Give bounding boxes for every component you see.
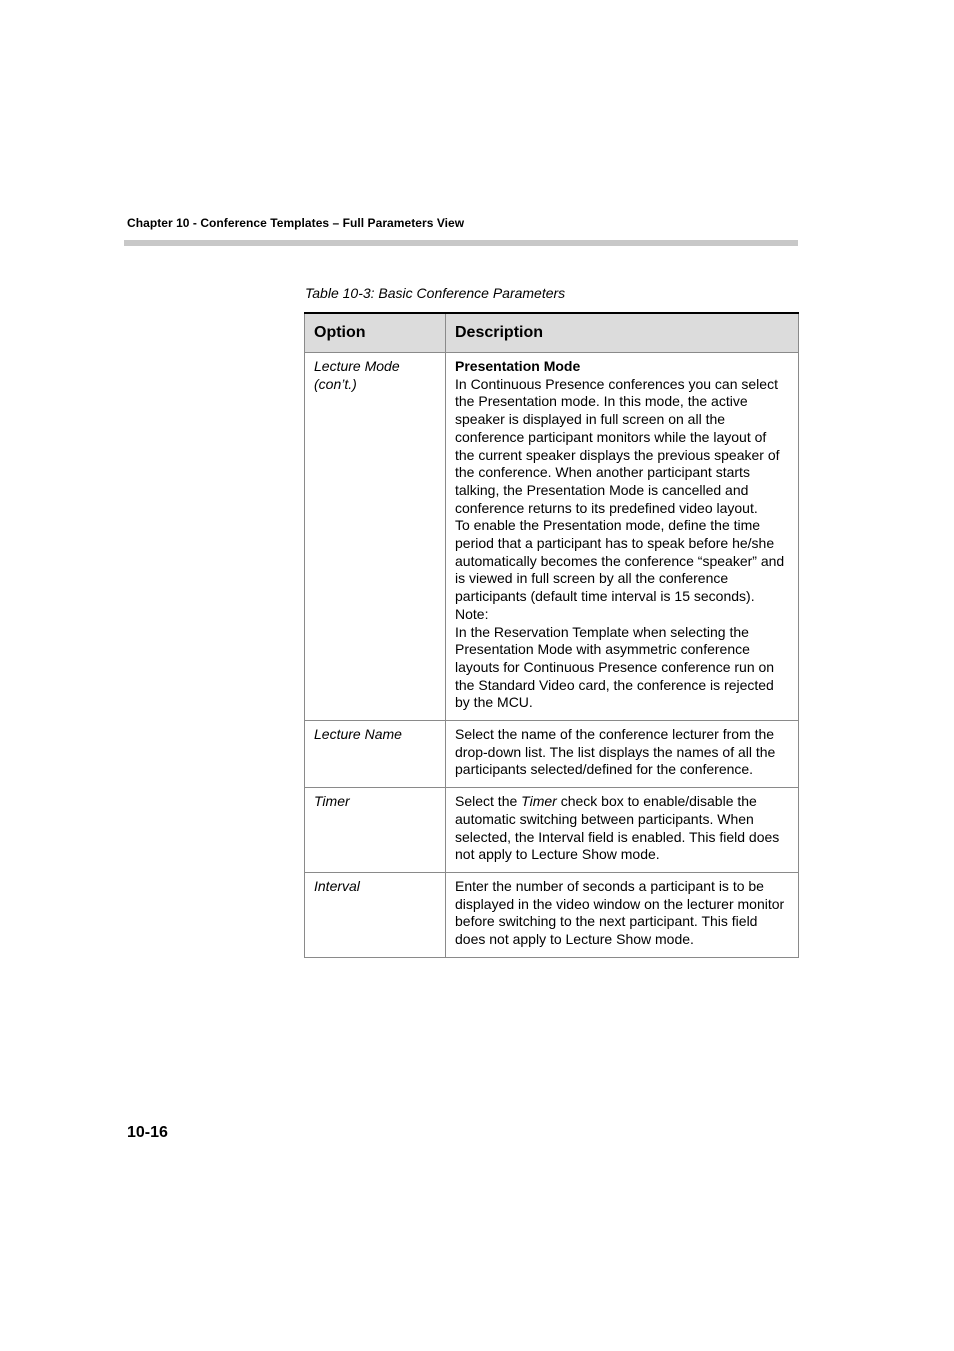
table-header-row — [305, 313, 799, 353]
table-row — [305, 353, 799, 721]
header-rule — [124, 240, 798, 246]
parameters-table — [304, 312, 799, 958]
description-cell: Select the name of the conference lecturer from the drop-down list. The list displays the names of all the participants selected/defined for the conference. — [446, 721, 799, 788]
description-paragraph: In Continuous Presence conferences you can select the Presentation mode. In this mode, the active speaker is displayed in full screen on all the conference participant monitors while the layout of the current speaker displays the previous speaker of the conference. When another participant starts talking, the Presentation Mode is cancelled and conference returns to its predefined video layout. — [455, 375, 780, 516]
description-paragraph: In the Reservation Template when selecting the Presentation Mode with asymmetric conference layouts for Continuous Presence conference run on the Standard Video card, the conference is rejected by the MCU. — [455, 623, 775, 711]
description-paragraph: To enable the Presentation mode, define the time period that a participant has to speak before he/she automatically becomes the conference “speaker” and is viewed in full screen by all the conference participants (default time interval is 15 seconds). — [455, 517, 785, 605]
description-note-label: Note: — [455, 605, 489, 622]
table-row — [305, 721, 799, 788]
page-number: 10-16 — [127, 1124, 168, 1141]
description-text: check box to enable/disable the automatic switching between participants. When selected, the Interval field is enabled. This field does not apply to Lecture Show mode. — [455, 793, 780, 863]
option-cell: Lecture Name — [305, 721, 446, 788]
option-cell: Interval — [305, 872, 446, 957]
table-row — [305, 872, 799, 957]
option-cell: Lecture Mode (con’t.) — [305, 353, 446, 721]
description-cell — [446, 788, 799, 873]
column-header-description: Description — [446, 313, 799, 353]
description-heading: Presentation Mode — [455, 358, 581, 374]
description-cell — [446, 353, 799, 721]
description-cell: Enter the number of seconds a participant is to be displayed in the video window on the lecturer monitor before switching to the next participant. This field does not apply to Lecture Show mode. — [446, 872, 799, 957]
option-cell: Timer — [305, 788, 446, 873]
running-header: Chapter 10 - Conference Templates – Full Parameters View — [127, 216, 465, 230]
column-header-option: Option — [305, 313, 446, 353]
table-row — [305, 788, 799, 873]
table-caption: Table 10-3: Basic Conference Parameters — [305, 285, 566, 301]
description-text: Select the — [455, 793, 522, 810]
description-emphasis: Timer — [521, 793, 557, 810]
